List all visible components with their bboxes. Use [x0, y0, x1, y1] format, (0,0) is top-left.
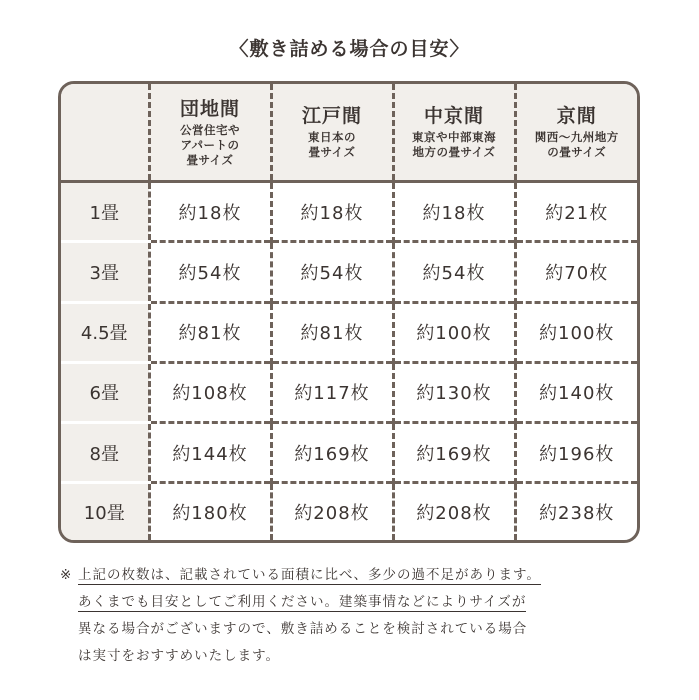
- table-cell: 約169枚: [271, 423, 393, 483]
- table-cell: 約54枚: [149, 242, 271, 302]
- column-header-kyoma: [515, 84, 637, 182]
- table-corner-cell: [61, 84, 149, 182]
- table-header-row: [61, 84, 637, 182]
- table-cell: 約21枚: [515, 182, 637, 242]
- column-name: 江戸間: [301, 105, 362, 127]
- column-description: 公営住宅や アパートの 畳サイズ: [180, 122, 240, 167]
- table-cell: 約18枚: [393, 182, 515, 242]
- table-cell: 約208枚: [393, 483, 515, 540]
- footnote-line: 異なる場合がございますので、敷き詰めることを検討されている場合: [78, 621, 528, 637]
- footnote: [60, 562, 650, 670]
- table-row: [61, 362, 637, 422]
- table-cell: 約108枚: [149, 362, 271, 422]
- table-cell: 約81枚: [149, 302, 271, 362]
- table-cell: 約169枚: [393, 423, 515, 483]
- row-label: 6畳: [61, 362, 149, 422]
- table-cell: 約81枚: [271, 302, 393, 362]
- table-cell: 約100枚: [393, 302, 515, 362]
- table-cell: 約18枚: [149, 182, 271, 242]
- column-description: 東京や中部東海 地方の畳サイズ: [412, 130, 496, 159]
- column-header-danchima: [149, 84, 271, 182]
- table-cell: 約117枚: [271, 362, 393, 422]
- table-row: [61, 483, 637, 540]
- table-row: [61, 182, 637, 242]
- column-name: 団地間: [179, 97, 240, 120]
- footnote-line: あくまでも目安としてご利用ください。建築事情などによりサイズが: [78, 594, 527, 610]
- row-label: 1畳: [61, 182, 149, 242]
- table-cell: 約54枚: [393, 242, 515, 302]
- table-row: [61, 242, 637, 302]
- row-label: 8畳: [61, 423, 149, 483]
- table-cell: 約100枚: [515, 302, 637, 362]
- column-name: 中京間: [423, 105, 484, 127]
- table-cell: 約54枚: [271, 242, 393, 302]
- footnote-line: ※ 上記の枚数は、記載されている面積に比べ、多少の過不足があります。: [60, 562, 650, 589]
- column-header-chukyoma: [393, 84, 515, 182]
- table-cell: 約180枚: [149, 483, 271, 540]
- column-description: 東日本の 畳サイズ: [308, 130, 356, 159]
- row-label: 3畳: [61, 242, 149, 302]
- table-cell: 約144枚: [149, 423, 271, 483]
- column-description: 関西〜九州地方 の畳サイズ: [534, 130, 619, 159]
- table-cell: 約196枚: [515, 423, 637, 483]
- table-row: [61, 302, 637, 362]
- row-label: 10畳: [61, 483, 149, 540]
- table-cell: 約18枚: [271, 182, 393, 242]
- table-row: [61, 423, 637, 483]
- table-cell: 約70枚: [515, 242, 637, 302]
- footnote-line: は実寸をおすすめいたします。: [78, 648, 281, 664]
- column-name: 京間: [556, 105, 597, 127]
- column-header-edoma: [271, 84, 393, 182]
- table-cell: 約238枚: [515, 483, 637, 540]
- page-title: 〈敷き詰める場合の目安〉: [229, 38, 470, 60]
- table-cell: 約130枚: [393, 362, 515, 422]
- table-cell: 約208枚: [271, 483, 393, 540]
- footnote-mark: ※: [60, 567, 73, 583]
- table-cell: 約140枚: [515, 362, 637, 422]
- tatami-count-table: [58, 81, 640, 543]
- row-label: 4.5畳: [61, 302, 149, 362]
